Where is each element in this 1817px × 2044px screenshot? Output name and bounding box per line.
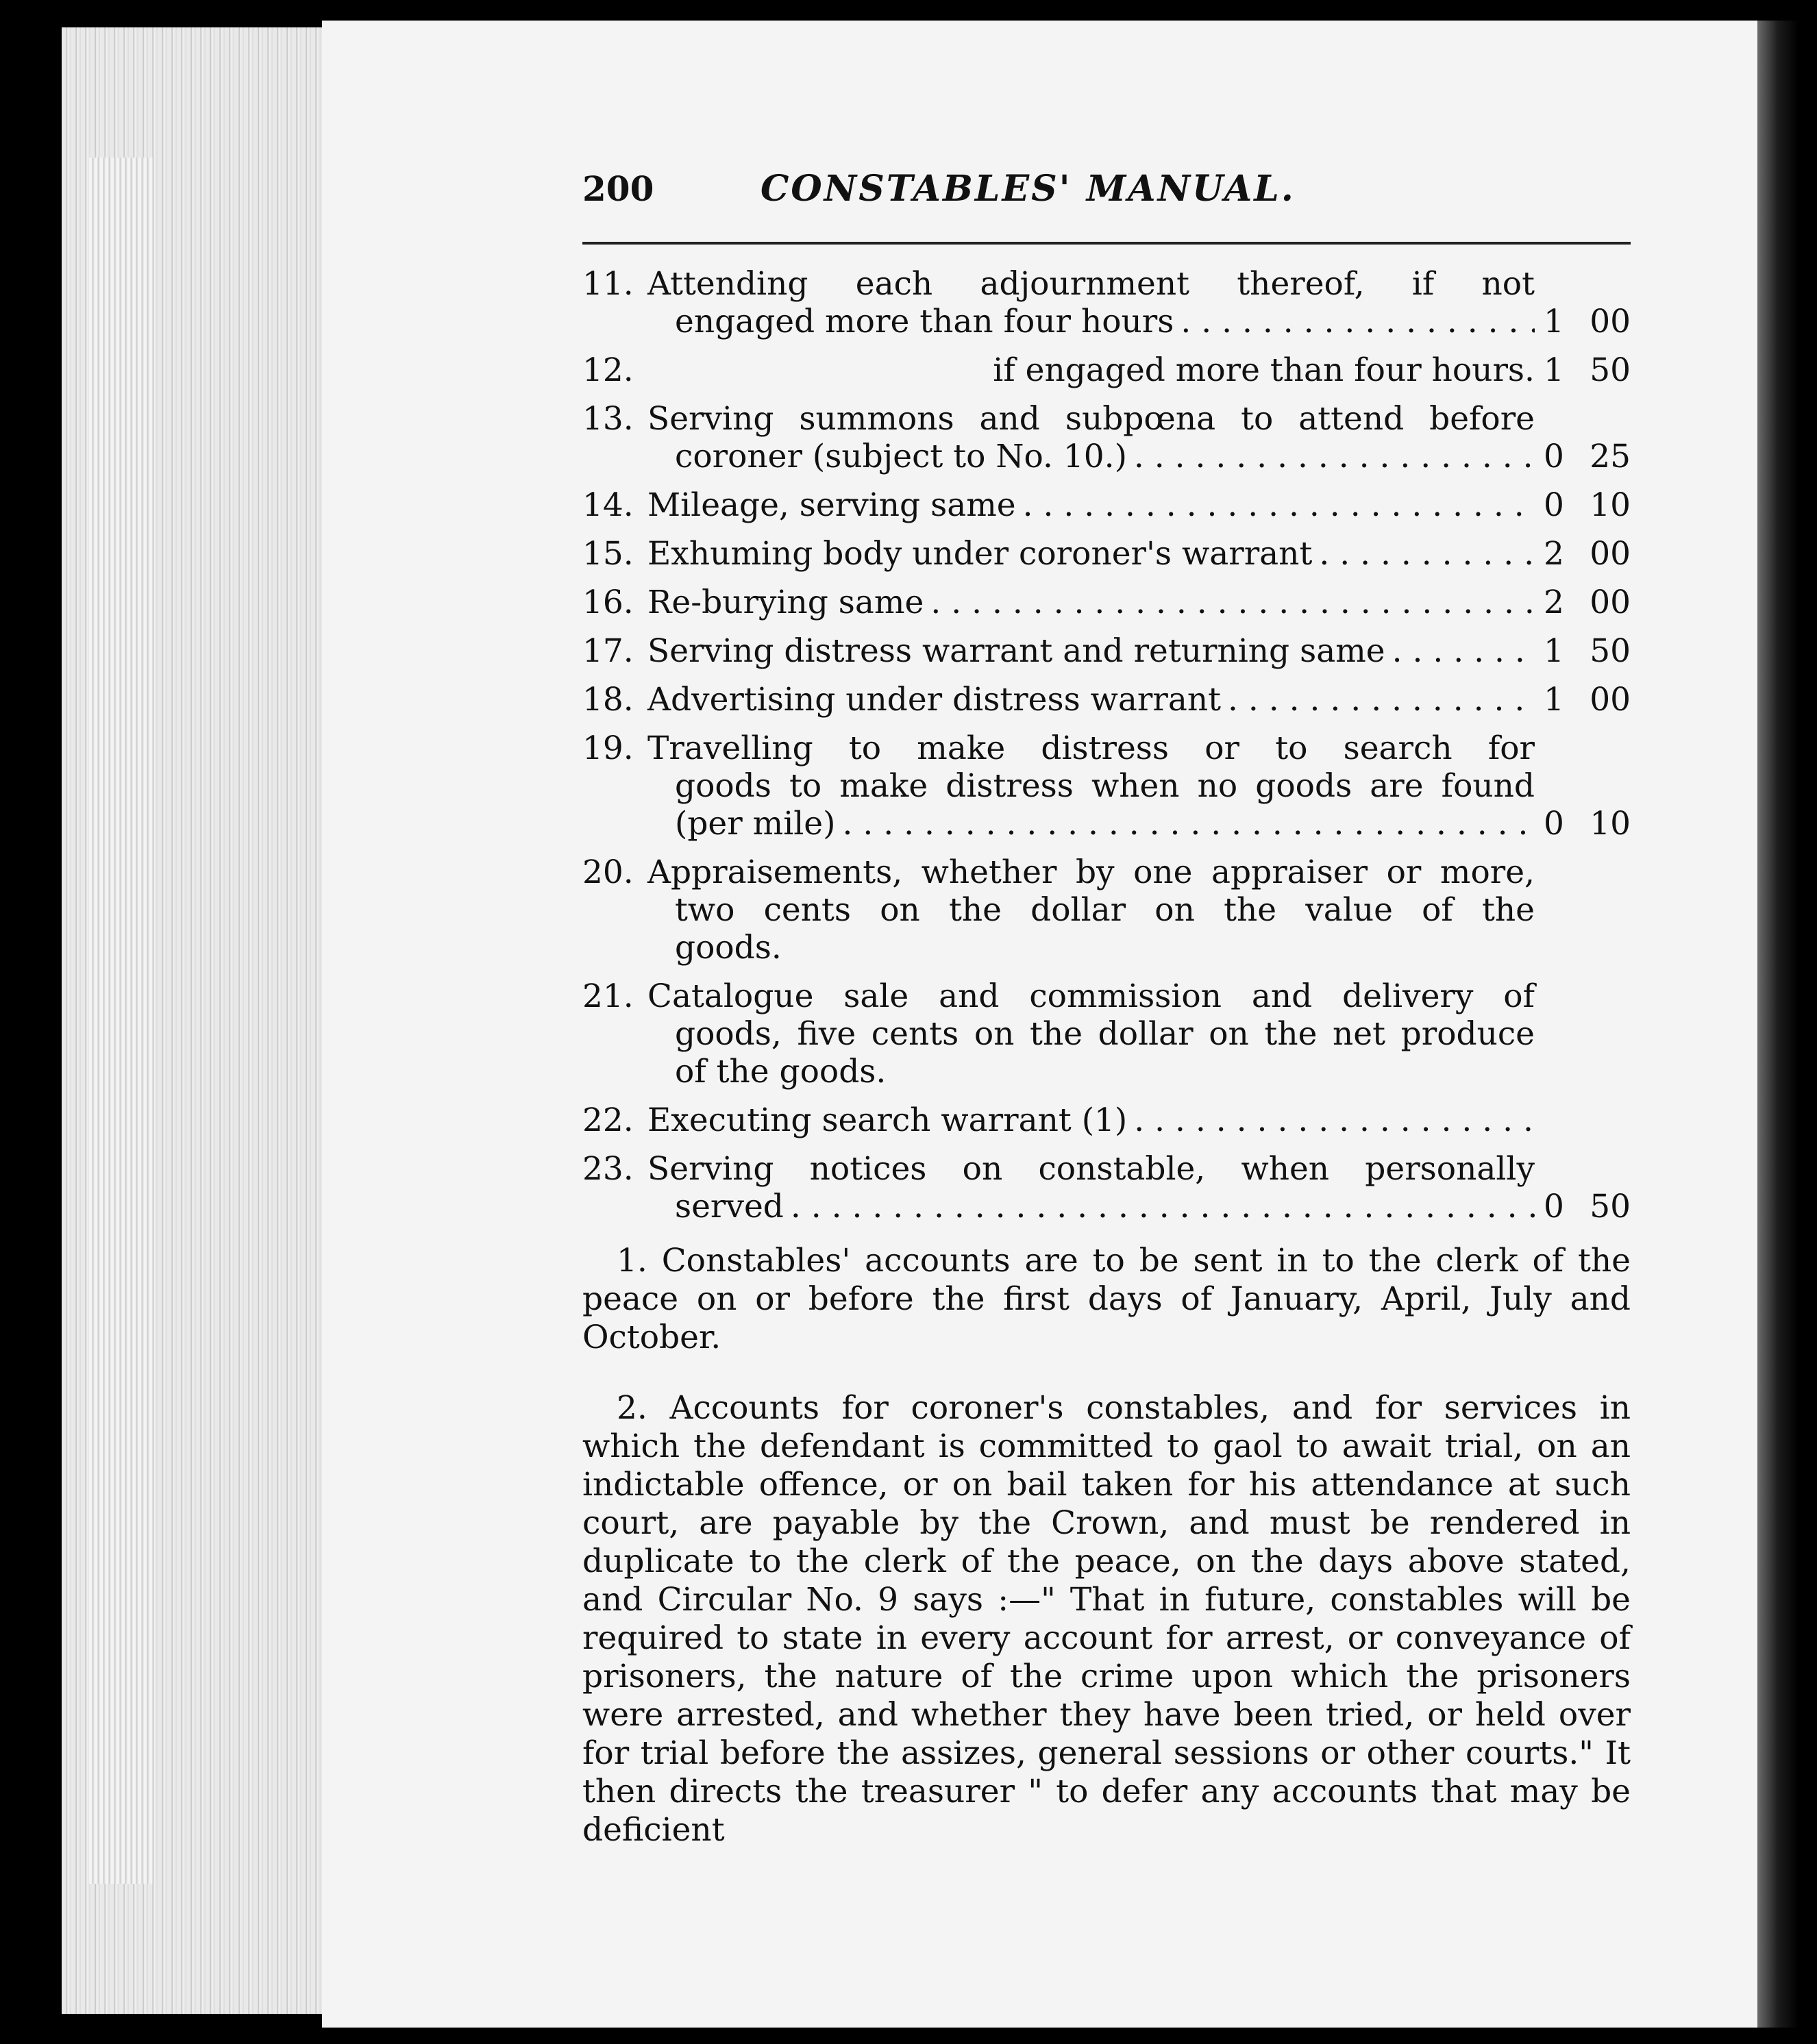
page-number: 200 bbox=[582, 169, 654, 209]
fee-item bbox=[582, 535, 1631, 573]
fee-item bbox=[582, 977, 1631, 1090]
fee-number: 15. bbox=[582, 535, 634, 573]
fee-text: if engaged more than four hours. bbox=[993, 351, 1535, 389]
fee-text-continued: goods to make distress when no goods are found bbox=[675, 767, 1535, 805]
paragraph: 1. Constables' accounts are to be sent in to the clerk of the peace on or before the first days of January, April, July and October. bbox=[582, 1242, 1631, 1356]
fee-text: Executing search warrant (1) . . . bbox=[647, 1101, 1535, 1139]
gutter-shadow bbox=[1757, 21, 1817, 2028]
page-header bbox=[582, 168, 1631, 216]
fee-text-continued: of the goods. bbox=[675, 1053, 887, 1090]
fee-item bbox=[582, 853, 1631, 967]
fee-text: Serving notices on constable, when personally bbox=[647, 1150, 1535, 1188]
fee-text-continued: goods, five cents on the dollar on the net produce bbox=[675, 1015, 1535, 1053]
fee-number: 19. bbox=[582, 730, 634, 767]
fee-amount: 0 25 bbox=[1544, 438, 1631, 475]
fee-amount: 2 00 bbox=[1544, 584, 1631, 621]
fee-item bbox=[582, 632, 1631, 670]
fee-number: 12. bbox=[582, 351, 634, 389]
fee-amount: 1 00 bbox=[1544, 303, 1631, 340]
fee-item bbox=[582, 584, 1631, 621]
fee-list bbox=[582, 265, 1631, 1225]
fee-number: 18. bbox=[582, 681, 634, 719]
fee-text: Advertising under distress warrant . . . bbox=[647, 681, 1535, 719]
fee-text-continued: served . . . bbox=[647, 1188, 1535, 1225]
fee-amount: 0 10 bbox=[1544, 805, 1631, 843]
fee-item bbox=[582, 1150, 1631, 1225]
fee-text: Serving distress warrant and returning same . . . bbox=[647, 632, 1535, 670]
fee-text: Attending each adjournment thereof, if not bbox=[647, 265, 1535, 303]
fee-text-continued: coroner (subject to No. 10.) . . . bbox=[647, 438, 1535, 475]
book-spine-strip bbox=[89, 158, 154, 1884]
fee-number: 11. bbox=[582, 265, 634, 303]
fee-item bbox=[582, 730, 1631, 843]
fee-amount: 2 00 bbox=[1544, 535, 1631, 573]
fee-text: Re-burying same . . . bbox=[647, 584, 1535, 621]
fee-text: Travelling to make distress or to search for bbox=[647, 730, 1535, 767]
fee-amount: 1 00 bbox=[1544, 681, 1631, 719]
fee-text-continued: (per mile) . . . bbox=[647, 805, 1535, 843]
fee-item bbox=[582, 486, 1631, 524]
paragraph: 2. Accounts for coroner's constables, and for services in which the defendant is committed to gaol to await trial, on an indictable offence, or on bail taken for his attendance at such court, are payable by the Crown, and must be rendered in duplicate to the clerk of the peace, on the days above stated, and Circular No. 9 says :—" That in future, constables will be required to state in every account for arrest, or conveyance of prisoners, the nature of the crime upon which the prisoners were arrested, and whether they have been tried, or held over for trial before the assizes, general sessions or other courts." It then directs the treasurer " to defer any accounts that may be deficient bbox=[582, 1389, 1631, 1849]
fee-text-continued: engaged more than four hours . . . bbox=[647, 303, 1535, 340]
fee-number: 16. bbox=[582, 584, 634, 621]
fee-text: Exhuming body under coroner's warrant . . . bbox=[647, 535, 1535, 573]
fee-text: Appraisements, whether by one appraiser or more, bbox=[647, 853, 1535, 891]
fee-number: 20. bbox=[582, 853, 634, 891]
fee-item bbox=[582, 265, 1631, 340]
fee-number: 13. bbox=[582, 400, 634, 438]
fee-amount: 1 50 bbox=[1544, 632, 1631, 670]
fee-item bbox=[582, 681, 1631, 719]
fee-text-continued: goods. bbox=[675, 929, 782, 967]
page-content bbox=[582, 168, 1631, 1882]
fee-number: 14. bbox=[582, 486, 634, 524]
fee-amount: 0 10 bbox=[1544, 486, 1631, 524]
running-title: CONSTABLES' MANUAL. bbox=[761, 168, 1296, 210]
fee-number: 23. bbox=[582, 1150, 634, 1188]
header-rule bbox=[582, 242, 1631, 245]
fee-amount: 0 50 bbox=[1544, 1188, 1631, 1225]
fee-text: Mileage, serving same . . . bbox=[647, 486, 1535, 524]
fee-item bbox=[582, 351, 1631, 389]
fee-text: Serving summons and subpœna to attend before bbox=[647, 400, 1535, 438]
fee-item bbox=[582, 400, 1631, 475]
fee-text-continued: two cents on the dollar on the value of the bbox=[675, 891, 1535, 929]
fee-text: Catalogue sale and commission and delivery of bbox=[647, 977, 1535, 1015]
fee-number: 17. bbox=[582, 632, 634, 670]
fee-amount: 1 50 bbox=[1544, 351, 1631, 389]
fee-number: 21. bbox=[582, 977, 634, 1015]
fee-item bbox=[582, 1101, 1631, 1139]
fee-number: 22. bbox=[582, 1101, 634, 1139]
